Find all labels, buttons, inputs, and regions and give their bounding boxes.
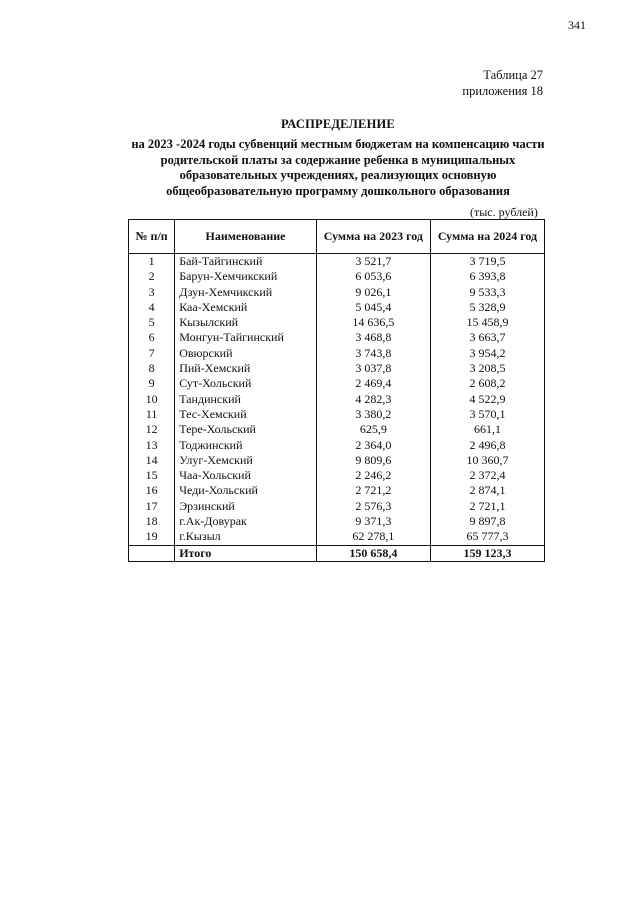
row-name: Чеди-Хольский — [175, 483, 317, 498]
row-num: 14 — [129, 453, 175, 468]
row-sum-2024: 2 874,1 — [430, 483, 544, 498]
table-ref-line-1: Таблица 27 — [483, 68, 543, 82]
row-name: Каа-Хемский — [175, 300, 317, 315]
total-2024: 159 123,3 — [430, 545, 544, 561]
table-row — [129, 392, 545, 407]
row-sum-2023: 2 364,0 — [316, 438, 430, 453]
row-sum-2024: 5 328,9 — [430, 300, 544, 315]
row-name: Тандинский — [175, 392, 317, 407]
total-num — [129, 545, 175, 561]
table-row — [129, 300, 545, 315]
header-name: Наименование — [175, 220, 317, 254]
row-sum-2024: 2 608,2 — [430, 376, 544, 391]
row-sum-2023: 3 380,2 — [316, 407, 430, 422]
row-sum-2024: 2 496,8 — [430, 438, 544, 453]
row-name: Барун-Хемчикский — [175, 269, 317, 284]
row-sum-2024: 6 393,8 — [430, 269, 544, 284]
row-name: Бай-Тайгинский — [175, 254, 317, 270]
table-total-row — [129, 545, 545, 561]
row-sum-2023: 2 246,2 — [316, 468, 430, 483]
row-sum-2023: 3 468,8 — [316, 330, 430, 345]
row-num: 8 — [129, 361, 175, 376]
row-name: Эрзинский — [175, 499, 317, 514]
table-row — [129, 499, 545, 514]
subtitle-line-2: родительской платы за содержание ребенка в муниципальных — [160, 152, 516, 167]
row-name: Сут-Хольский — [175, 376, 317, 391]
row-sum-2024: 10 360,7 — [430, 453, 544, 468]
row-sum-2023: 14 636,5 — [316, 315, 430, 330]
row-num: 1 — [129, 254, 175, 270]
table-row — [129, 407, 545, 422]
row-sum-2024: 3 208,5 — [430, 361, 544, 376]
row-sum-2024: 9 897,8 — [430, 514, 544, 529]
row-sum-2024: 4 522,9 — [430, 392, 544, 407]
table-row — [129, 361, 545, 376]
row-num: 10 — [129, 392, 175, 407]
row-num: 4 — [129, 300, 175, 315]
row-num: 9 — [129, 376, 175, 391]
total-2023: 150 658,4 — [316, 545, 430, 561]
row-sum-2024: 65 777,3 — [430, 529, 544, 545]
row-sum-2024: 661,1 — [430, 422, 544, 437]
table-row — [129, 376, 545, 391]
row-sum-2023: 9 026,1 — [316, 285, 430, 300]
row-num: 2 — [129, 269, 175, 284]
units-label: (тыс. рублей) — [470, 205, 538, 219]
table-row — [129, 468, 545, 483]
row-sum-2023: 4 282,3 — [316, 392, 430, 407]
table-row — [129, 453, 545, 468]
row-sum-2023: 3 037,8 — [316, 361, 430, 376]
row-num: 3 — [129, 285, 175, 300]
table-row — [129, 269, 545, 284]
row-num: 19 — [129, 529, 175, 545]
row-sum-2023: 6 053,6 — [316, 269, 430, 284]
row-num: 7 — [129, 346, 175, 361]
row-sum-2024: 3 954,2 — [430, 346, 544, 361]
row-sum-2023: 2 576,3 — [316, 499, 430, 514]
document-heading: РАСПРЕДЕЛЕНИЕ — [281, 117, 395, 131]
row-sum-2024: 9 533,3 — [430, 285, 544, 300]
table-row — [129, 315, 545, 330]
table-row — [129, 330, 545, 345]
row-sum-2024: 3 570,1 — [430, 407, 544, 422]
subtitle-line-3: образовательных учреждениях, реализующих основную — [179, 168, 497, 182]
row-name: Дзун-Хемчикский — [175, 285, 317, 300]
row-name: Пий-Хемский — [175, 361, 317, 376]
table-row — [129, 483, 545, 498]
row-name: Тере-Хольский — [175, 422, 317, 437]
total-label: Итого — [175, 545, 317, 561]
row-name: Монгун-Тайгинский — [175, 330, 317, 345]
table-header-row — [129, 220, 545, 254]
table-row — [129, 285, 545, 300]
row-sum-2023: 62 278,1 — [316, 529, 430, 545]
row-num: 15 — [129, 468, 175, 483]
row-num: 12 — [129, 422, 175, 437]
row-sum-2024: 3 663,7 — [430, 330, 544, 345]
page-number: 341 — [568, 18, 586, 32]
row-num: 17 — [129, 499, 175, 514]
row-name: Улуг-Хемский — [175, 453, 317, 468]
row-name: Кызылский — [175, 315, 317, 330]
row-name: Чаа-Хольский — [175, 468, 317, 483]
row-sum-2024: 2 372,4 — [430, 468, 544, 483]
header-2024: Сумма на 2024 год — [430, 220, 544, 254]
row-num: 16 — [129, 483, 175, 498]
row-sum-2024: 2 721,1 — [430, 499, 544, 514]
table-row — [129, 438, 545, 453]
header-2023: Сумма на 2023 год — [316, 220, 430, 254]
table-ref-line-2: приложения 18 — [462, 84, 543, 98]
row-sum-2023: 2 721,2 — [316, 483, 430, 498]
table-row — [129, 422, 545, 437]
subtitle-line-4: общеобразовательную программу дошкольного образования — [166, 183, 510, 198]
row-num: 6 — [129, 330, 175, 345]
row-name: г.Ак-Довурак — [175, 514, 317, 529]
row-sum-2023: 625,9 — [316, 422, 430, 437]
row-sum-2024: 15 458,9 — [430, 315, 544, 330]
row-name: Тоджинский — [175, 438, 317, 453]
row-sum-2023: 5 045,4 — [316, 300, 430, 315]
table-row — [129, 514, 545, 529]
row-sum-2023: 2 469,4 — [316, 376, 430, 391]
row-num: 11 — [129, 407, 175, 422]
row-sum-2023: 9 371,3 — [316, 514, 430, 529]
row-sum-2023: 3 743,8 — [316, 346, 430, 361]
row-sum-2023: 9 809,6 — [316, 453, 430, 468]
table-row — [129, 529, 545, 545]
subvention-table — [128, 219, 545, 562]
subtitle-line-1: на 2023 -2024 годы субвенций местным бюджетам на компенсацию части — [131, 137, 545, 151]
row-sum-2023: 3 521,7 — [316, 254, 430, 270]
row-name: г.Кызыл — [175, 529, 317, 545]
row-sum-2024: 3 719,5 — [430, 254, 544, 270]
row-num: 13 — [129, 438, 175, 453]
document-subtitle — [118, 137, 558, 199]
row-name: Овюрский — [175, 346, 317, 361]
table-row — [129, 346, 545, 361]
table-reference — [462, 67, 543, 99]
table-body — [129, 254, 545, 562]
row-num: 18 — [129, 514, 175, 529]
table-row — [129, 254, 545, 270]
row-num: 5 — [129, 315, 175, 330]
header-num: № п/п — [129, 220, 175, 254]
row-name: Тес-Хемский — [175, 407, 317, 422]
